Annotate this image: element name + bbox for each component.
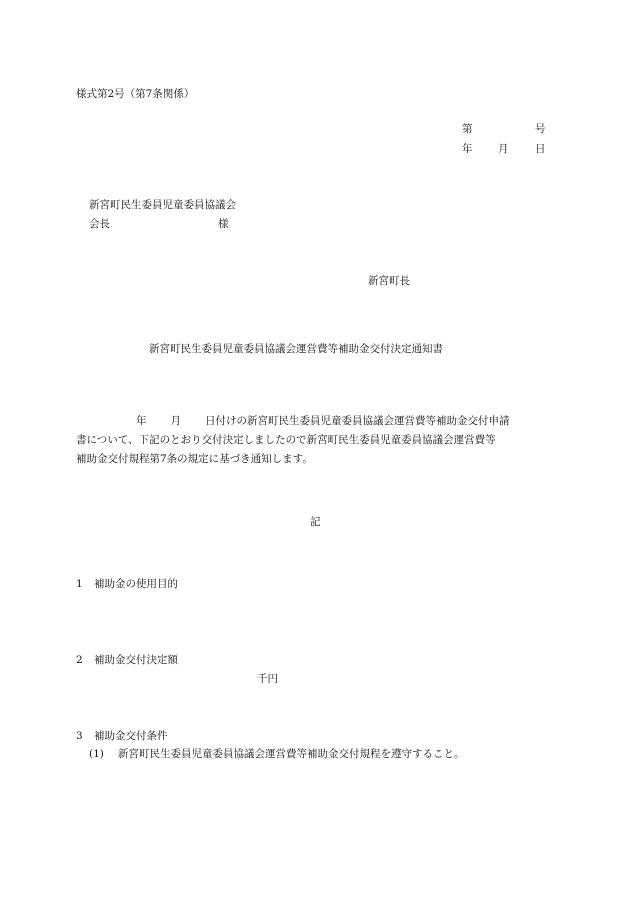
item2-number: 2 bbox=[76, 654, 83, 666]
form-number: 様式第2号（第7条関係） bbox=[76, 88, 195, 100]
body-line-1 bbox=[76, 412, 556, 431]
condition-1-number: (1) bbox=[89, 748, 104, 760]
item1-number: 1 bbox=[76, 578, 83, 590]
body-year: 年 bbox=[136, 415, 147, 427]
doc-date-day: 日 bbox=[535, 143, 546, 155]
body-paragraph bbox=[76, 412, 556, 469]
body-month: 月 bbox=[170, 415, 181, 427]
doc-number-suffix: 号 bbox=[535, 123, 546, 135]
sender: 新宮町長 bbox=[368, 275, 410, 287]
item3-label: 補助金交付条件 bbox=[94, 730, 168, 742]
doc-date-year: 年 bbox=[462, 143, 473, 155]
addressee-organization: 新宮町民生委員児童委員協議会 bbox=[89, 199, 236, 211]
body-line1-rest: 日付けの新宮町民生委員児童委員協議会運営費等補助金交付申請 bbox=[205, 415, 510, 427]
ki-heading: 記 bbox=[310, 516, 321, 528]
condition-1-text: 新宮町民生委員児童委員協議会運営費等補助金交付規程を遵守すること。 bbox=[118, 748, 465, 760]
doc-number-prefix: 第 bbox=[462, 123, 473, 135]
item2-label: 補助金交付決定額 bbox=[94, 654, 178, 666]
document-title: 新宮町民生委員児童委員協議会運営費等補助金交付決定通知書 bbox=[149, 343, 443, 355]
doc-date-month: 月 bbox=[498, 143, 509, 155]
item3-number: 3 bbox=[76, 730, 83, 742]
addressee-title: 会長 bbox=[89, 218, 110, 230]
addressee-honorific: 様 bbox=[218, 218, 229, 230]
body-line-3: 補助金交付規程第7条の規定に基づき通知します。 bbox=[76, 453, 313, 465]
item2-unit: 千円 bbox=[257, 673, 278, 685]
item1-label: 補助金の使用目的 bbox=[94, 578, 178, 590]
body-line-2: 書について、下記のとおり交付決定しましたので新宮町民生委員児童委員協議会運営費等 bbox=[76, 434, 496, 446]
